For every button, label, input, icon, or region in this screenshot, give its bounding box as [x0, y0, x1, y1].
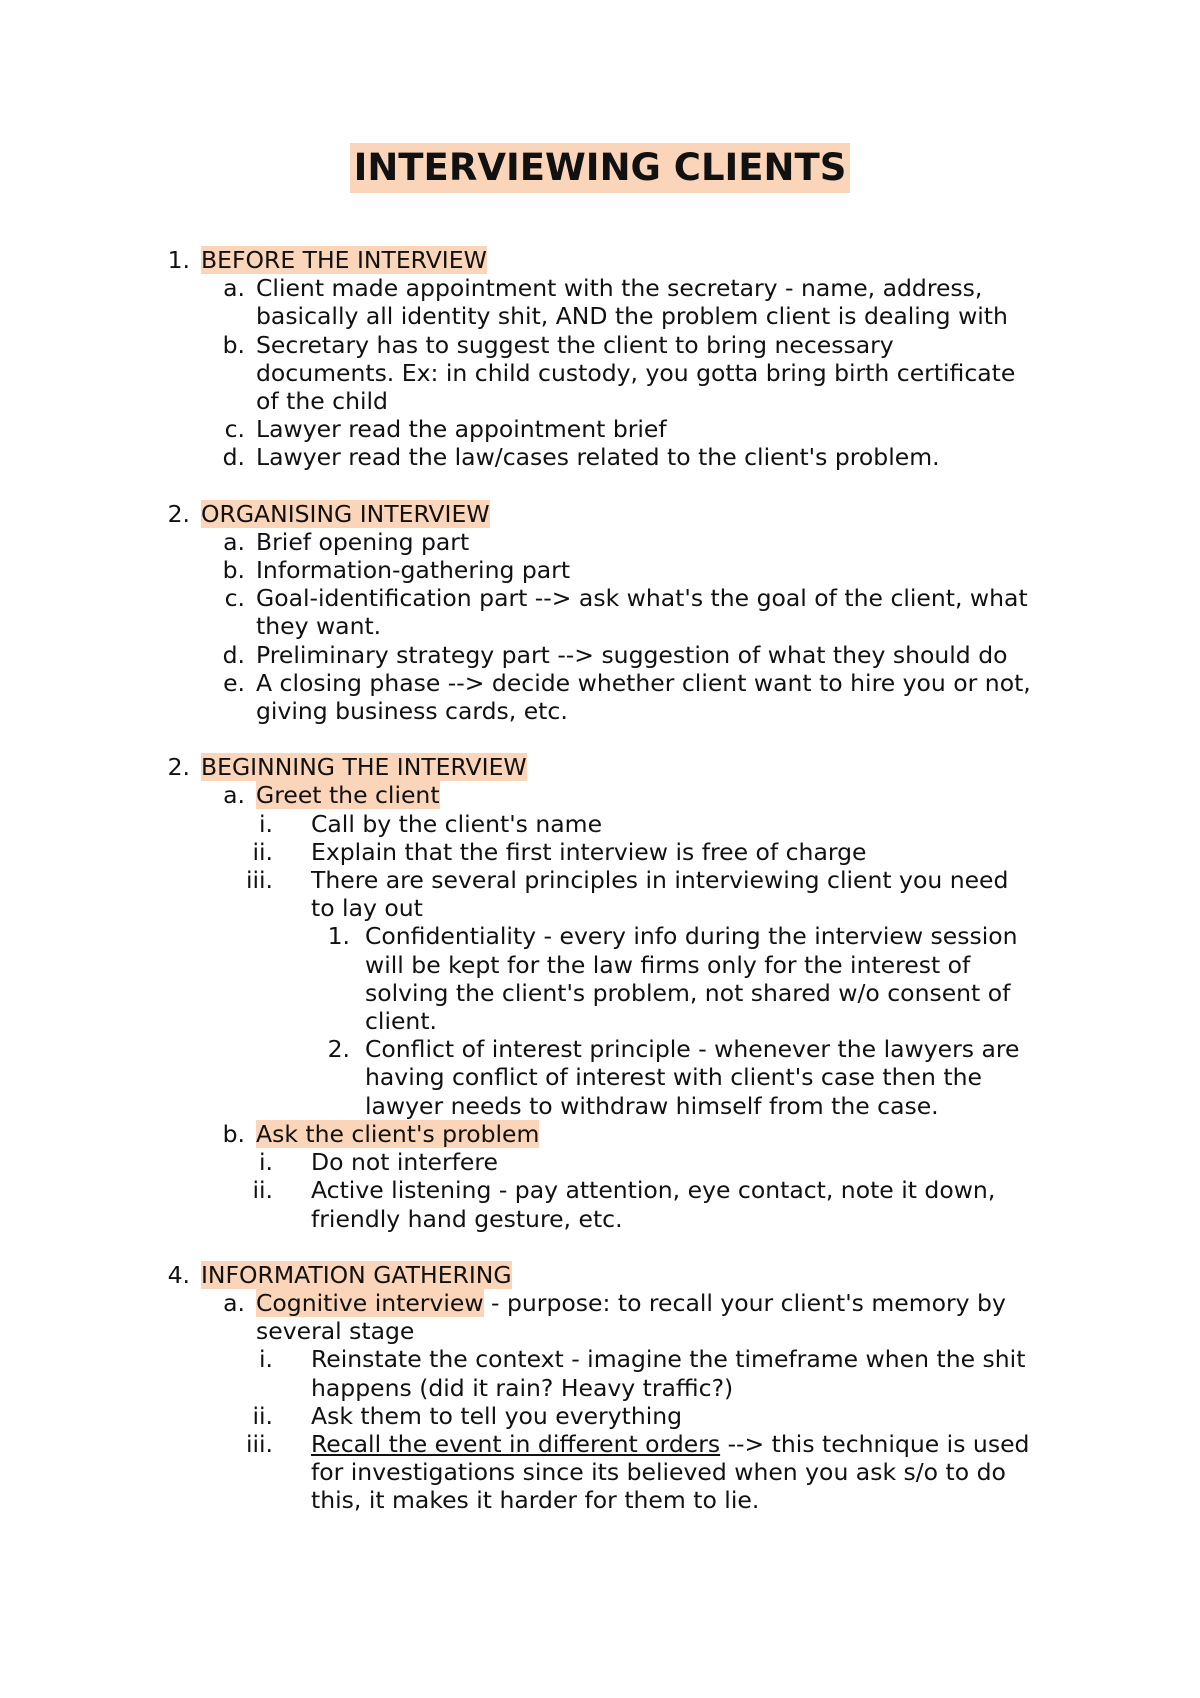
sub-list-item: iii. There are several principles in interviewing client you need: [245, 866, 1009, 895]
principle-item: 1. Confidentiality - every info during the interview session: [327, 922, 1018, 951]
principle-item-continuation: solving the client's problem, not shared w/o consent of: [365, 978, 1011, 1007]
list-item: b. Ask the client's problem: [222, 1119, 540, 1148]
underlined-text: Recall the event in different orders: [311, 1429, 721, 1458]
list-item: d. Lawyer read the law/cases related to the client's problem.: [222, 443, 940, 472]
principle-item-continuation: client.: [365, 1007, 438, 1036]
document-content: [0, 246, 1200, 1515]
section-number: 2.: [167, 753, 190, 782]
sub-list-item: ii. Active listening - pay attention, eye contact, note it down,: [252, 1176, 996, 1205]
section-heading: [0, 1261, 1200, 1289]
list-item-continuation: basically all identity shit, AND the problem client is dealing with: [256, 302, 1008, 331]
list-item-continuation: several stage: [256, 1317, 415, 1346]
section-heading-text: BEGINNING THE INTERVIEW: [201, 753, 527, 782]
spacer: [0, 1233, 1200, 1261]
list-item: c. Lawyer read the appointment brief: [224, 415, 667, 444]
sub-list-item: ii. Explain that the first interview is free of charge: [252, 837, 867, 866]
list-item-continuation: documents. Ex: in child custody, you gotta bring birth certificate: [256, 358, 1016, 387]
sub-list-item-continuation: this, it makes it harder for them to lie.: [311, 1486, 760, 1515]
list-item: e. A closing phase --> decide whether client want to hire you or not,: [223, 668, 1031, 697]
list-item-continuation: they want.: [256, 612, 382, 641]
principle-item-continuation: will be kept for the law firms only for the interest of: [365, 950, 971, 979]
section-heading-text: INFORMATION GATHERING: [201, 1260, 512, 1289]
list-item: c. Goal-identification part --> ask what's the goal of the client, what: [224, 584, 1028, 613]
document-title: INTERVIEWING CLIENTS: [350, 143, 851, 193]
list-item-continuation: giving business cards, etc.: [256, 697, 568, 726]
subheading-text: Greet the client: [256, 781, 440, 810]
list-item-continuation: of the child: [256, 387, 388, 416]
sub-list-item-continuation: to lay out: [311, 894, 423, 923]
sub-list-item: i. Call by the client's name: [259, 809, 603, 838]
principle-item-continuation: having conflict of interest with client's case then the: [365, 1063, 982, 1092]
sub-list-item: iii. Recall the event in different orders --> this technique is used: [245, 1429, 1030, 1458]
subheading-text: Ask the client's problem: [256, 1119, 540, 1148]
section-heading-text: BEFORE THE INTERVIEW: [201, 246, 487, 274]
section-heading: [0, 753, 1200, 781]
list-item: a. Greet the client: [223, 781, 440, 810]
section-heading: [0, 500, 1200, 528]
list-item: b. Secretary has to suggest the client to bring necessary: [222, 330, 894, 359]
sub-list-item-continuation: for investigations since its believed when you ask s/o to do: [311, 1458, 1006, 1487]
sub-list-item: i. Reinstate the context - imagine the timeframe when the shit: [259, 1345, 1026, 1374]
list-item: a. Client made appointment with the secretary - name, address,: [223, 274, 983, 303]
principle-item-continuation: lawyer needs to withdraw himself from the case.: [365, 1091, 939, 1120]
sub-list-item: ii. Ask them to tell you everything: [252, 1401, 683, 1430]
list-item: a. Cognitive interview - purpose: to recall your client's memory by: [223, 1288, 1006, 1317]
principle-item: 2. Conflict of interest principle - whenever the lawyers are: [327, 1035, 1020, 1064]
section-number: 1.: [167, 246, 190, 274]
spacer: [0, 472, 1200, 500]
section-heading-text: ORGANISING INTERVIEW: [201, 499, 490, 528]
spacer: [0, 725, 1200, 753]
sub-list-item-continuation: friendly hand gesture, etc.: [311, 1204, 623, 1233]
section-number: 2.: [167, 499, 190, 528]
list-item: b. Information-gathering part: [222, 556, 571, 585]
section-number: 4.: [167, 1260, 190, 1289]
sub-list-item-continuation: happens (did it rain? Heavy traffic?): [311, 1373, 734, 1402]
list-item: a. Brief opening part: [223, 527, 470, 556]
sub-list-item: i. Do not interfere: [259, 1148, 498, 1177]
title-wrap: [0, 143, 1200, 193]
list-item: d. Preliminary strategy part --> suggestion of what they should do: [222, 640, 1008, 669]
section-heading: [0, 246, 1200, 274]
subheading-text: Cognitive interview: [256, 1288, 484, 1317]
